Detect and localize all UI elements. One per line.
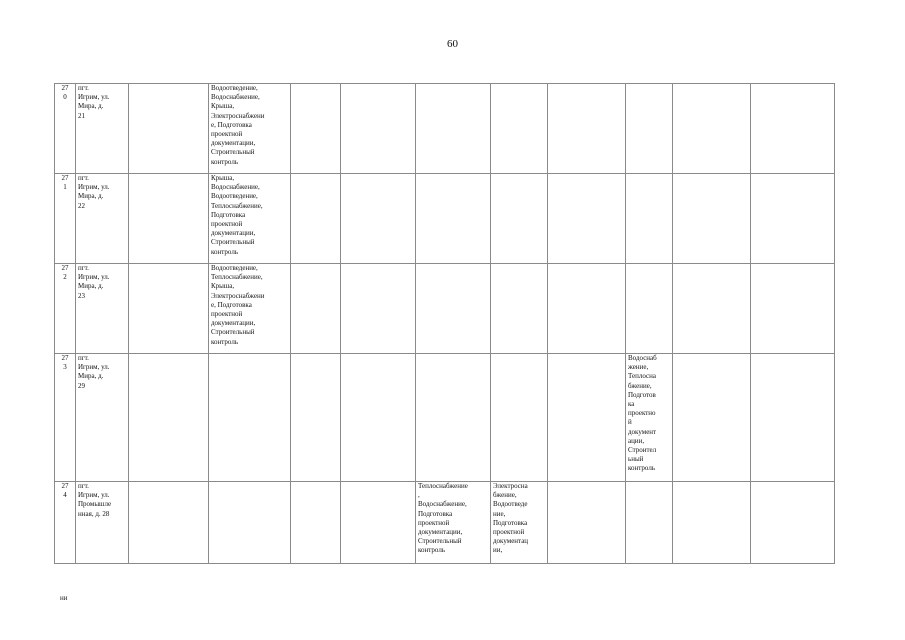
table-cell xyxy=(291,354,341,482)
address-cell: пгт. Игрим, ул. Мира, д. 29 xyxy=(76,354,129,482)
table-cell xyxy=(341,482,416,564)
table-cell xyxy=(751,264,835,354)
address-cell: пгт. Игрим, ул. Промышле нная, д. 28 xyxy=(76,482,129,564)
table-row xyxy=(55,174,835,264)
table-cell xyxy=(291,174,341,264)
work-types-cell: Крыша, Водоснабжение, Водоотведение, Теплоснабжение, Подготовка проектной документации, Строительный контроль xyxy=(209,174,291,264)
table-cell xyxy=(416,84,491,174)
work-types-cell: Водоотведение, Водоснабжение, Крыша, Электроснабжени е, Подготовка проектной документации, Строительный контроль xyxy=(209,84,291,174)
table-cell xyxy=(626,264,673,354)
work-types-cell: Водоотведение, Теплоснабжение, Крыша, Электроснабжени е, Подготовка проектной документации, Строительный контроль xyxy=(209,264,291,354)
table-row xyxy=(55,482,835,564)
table-cell xyxy=(548,84,626,174)
table-cell xyxy=(341,174,416,264)
page-number: 60 xyxy=(447,38,458,50)
table-cell xyxy=(416,264,491,354)
table-cell xyxy=(626,84,673,174)
table-cell xyxy=(751,482,835,564)
footer-mark: ни xyxy=(60,594,68,602)
table-cell xyxy=(673,354,751,482)
work-types-cell: Теплоснабжение , Водоснабжение, Подготовка проектной документации, Строительный контроль xyxy=(416,482,491,564)
table-cell xyxy=(129,264,209,354)
address-cell: пгт. Игрим, ул. Мира, д. 23 xyxy=(76,264,129,354)
row-number: 27 2 xyxy=(55,264,76,354)
table-cell xyxy=(129,84,209,174)
table-cell xyxy=(291,84,341,174)
address-cell: пгт. Игрим, ул. Мира, д. 22 xyxy=(76,174,129,264)
table-cell xyxy=(291,264,341,354)
table-cell xyxy=(129,174,209,264)
row-number: 27 0 xyxy=(55,84,76,174)
work-types-cell: Электросна бжение, Водоотведе ние, Подготовка проектной документац ии, xyxy=(491,482,548,564)
row-number: 27 1 xyxy=(55,174,76,264)
data-table xyxy=(54,83,835,564)
work-types-cell: Водоснаб жение, Теплосна бжение, Подготов ка проектно й документ ации, Строител ьный контроль xyxy=(626,354,673,482)
table-cell xyxy=(209,354,291,482)
table-cell xyxy=(548,264,626,354)
address-cell: пгт. Игрим, ул. Мира, д. 21 xyxy=(76,84,129,174)
table-cell xyxy=(491,354,548,482)
row-number: 27 3 xyxy=(55,354,76,482)
table-cell xyxy=(129,482,209,564)
table-row xyxy=(55,84,835,174)
table-cell xyxy=(341,354,416,482)
table-cell xyxy=(548,174,626,264)
table-cell xyxy=(341,84,416,174)
table-cell xyxy=(626,174,673,264)
table-cell xyxy=(751,174,835,264)
table-row xyxy=(55,354,835,482)
table-cell xyxy=(491,84,548,174)
table-cell xyxy=(209,482,291,564)
table-cell xyxy=(751,84,835,174)
table-cell xyxy=(341,264,416,354)
table-cell xyxy=(673,174,751,264)
table-cell xyxy=(673,264,751,354)
table-cell xyxy=(673,84,751,174)
table-cell xyxy=(491,174,548,264)
table-cell xyxy=(416,174,491,264)
row-number: 27 4 xyxy=(55,482,76,564)
table-cell xyxy=(548,482,626,564)
table-cell xyxy=(491,264,548,354)
table-cell xyxy=(129,354,209,482)
table-cell xyxy=(548,354,626,482)
table-cell xyxy=(751,354,835,482)
table-row xyxy=(55,264,835,354)
table-cell xyxy=(291,482,341,564)
table-cell xyxy=(416,354,491,482)
table-cell xyxy=(626,482,673,564)
table-cell xyxy=(673,482,751,564)
